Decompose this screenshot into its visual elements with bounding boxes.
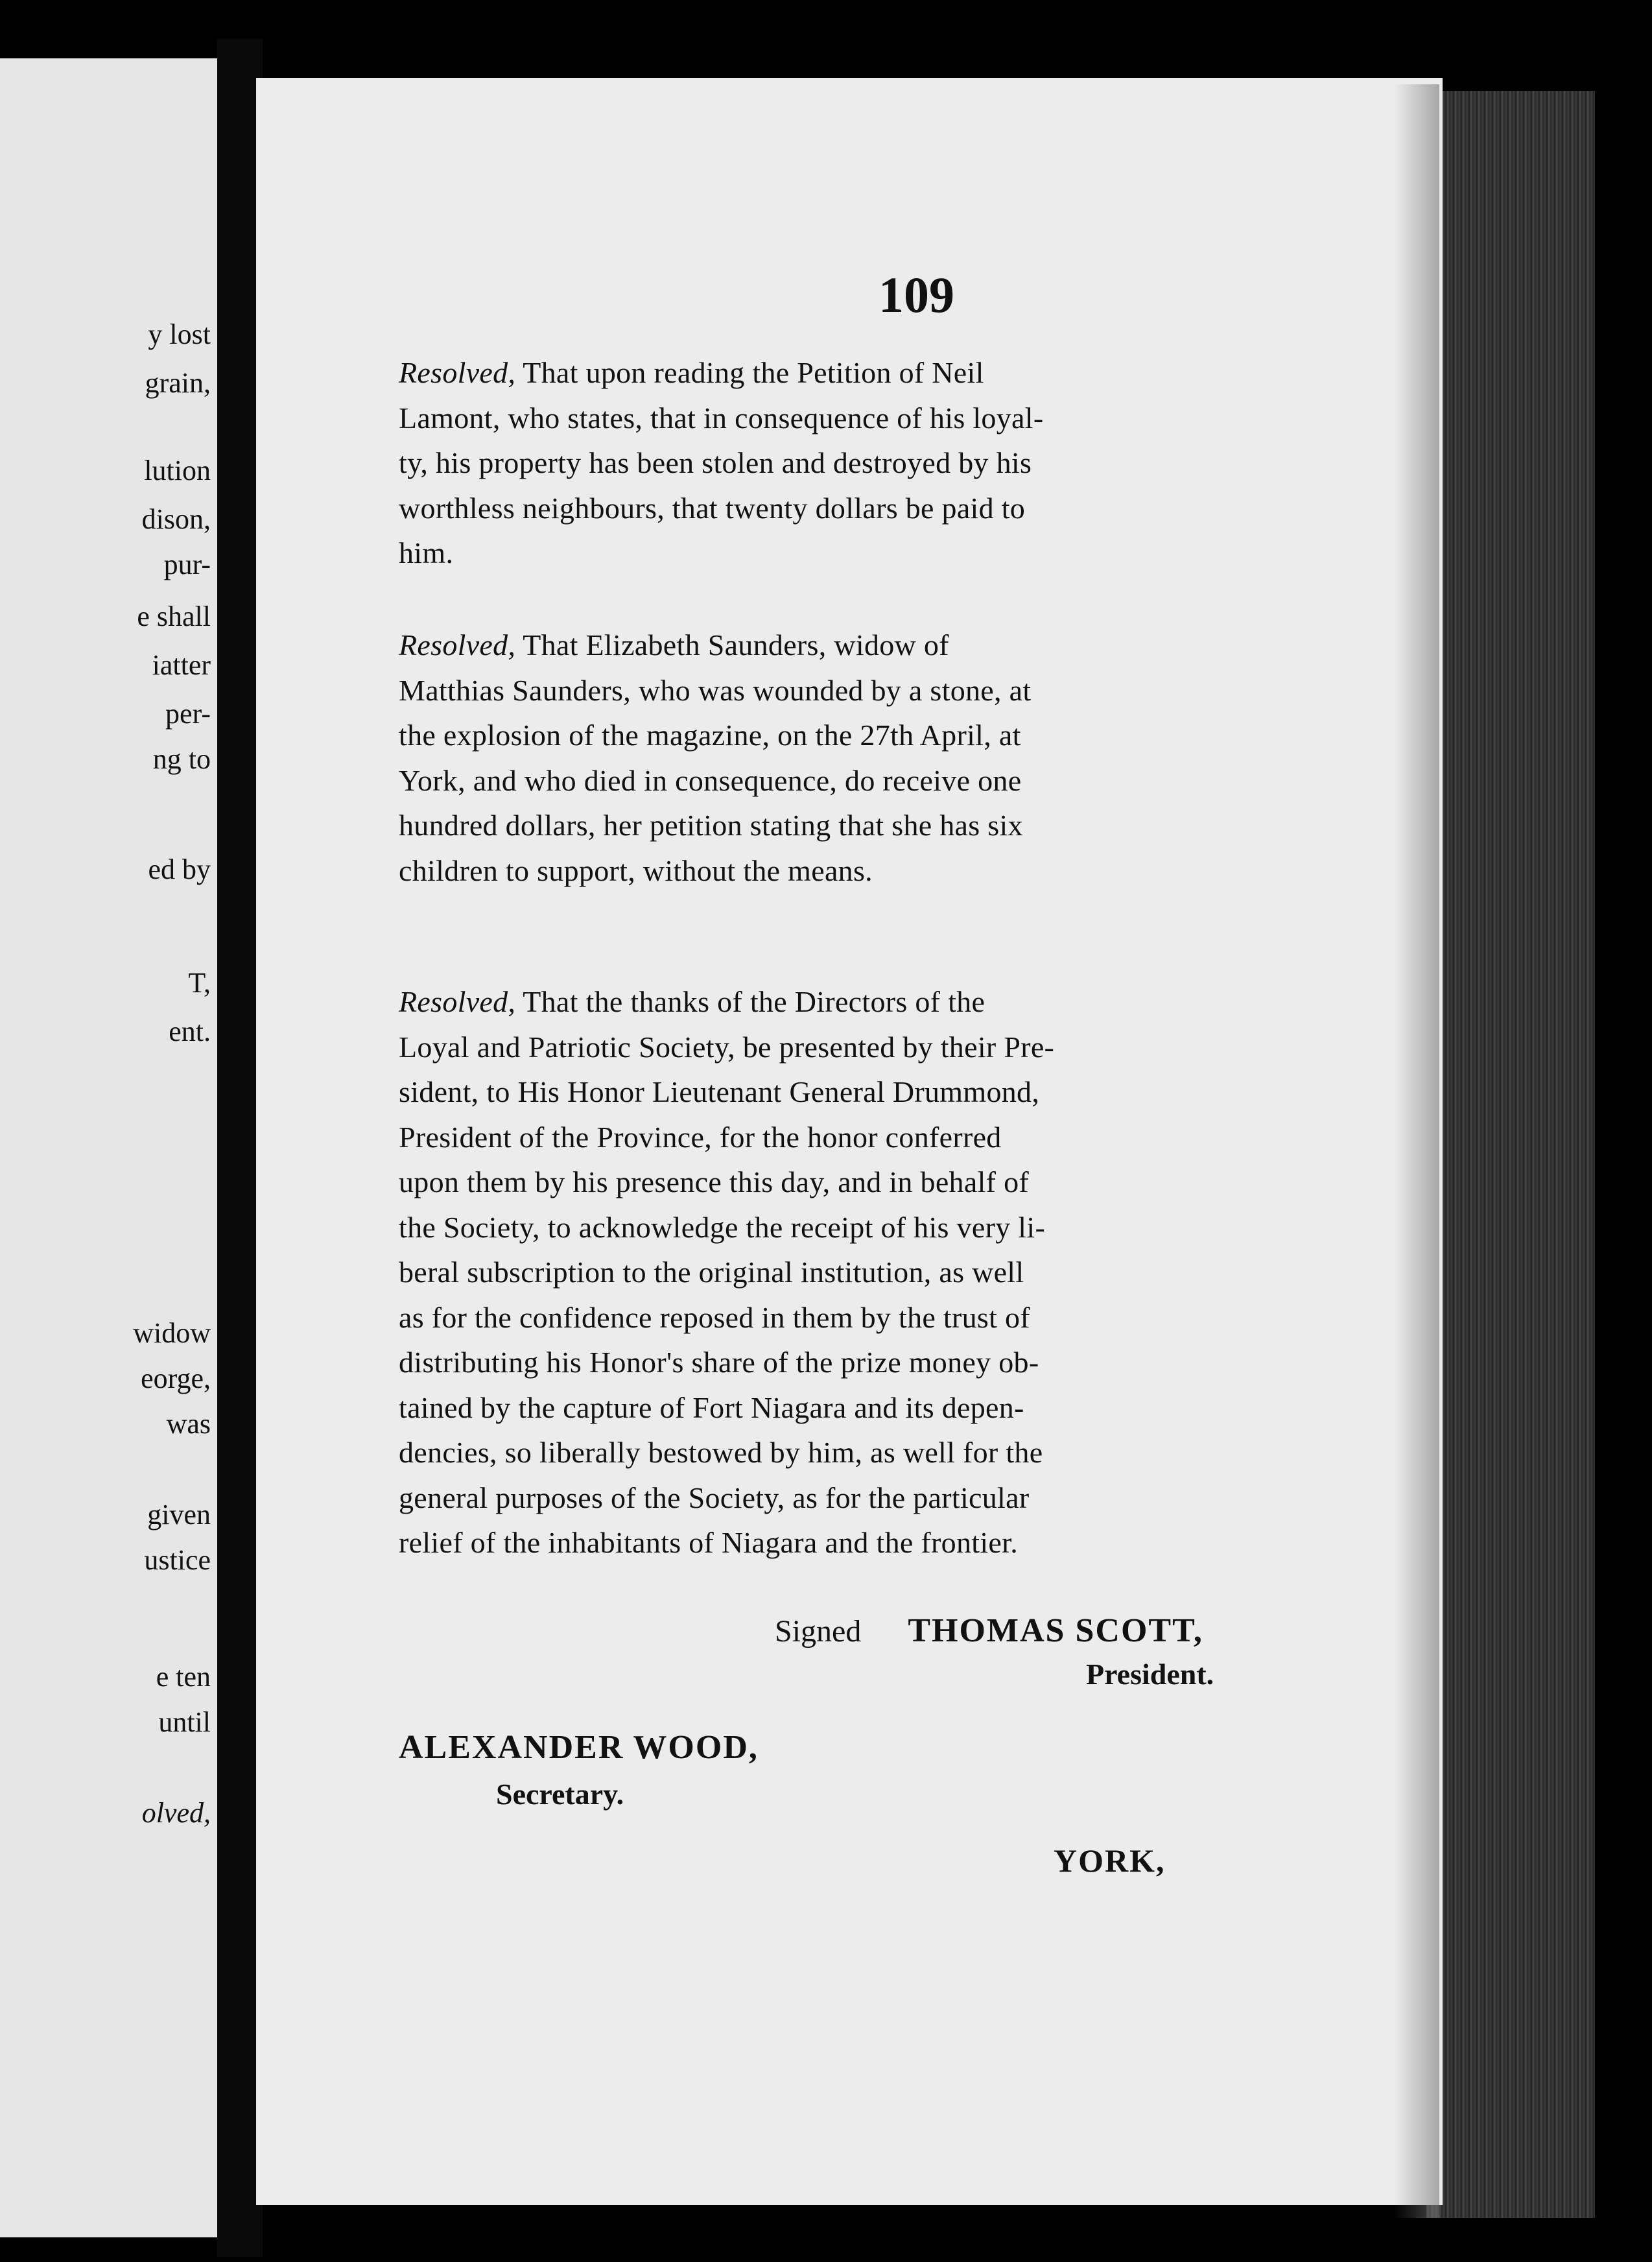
left-page-line-fragment: ng to <box>152 743 211 775</box>
left-page-line-fragment: e ten <box>156 1661 211 1693</box>
left-page-line-fragment: lution <box>144 455 211 486</box>
paragraph-line: relief of the inhabitants of Niagara and the frontier. <box>399 1526 1018 1559</box>
resolved-label: Resolved, <box>399 985 516 1018</box>
left-page-line-fragment: dison, <box>141 503 211 535</box>
paragraph-line: Matthias Saunders, who was wounded by a stone, at <box>399 673 1032 707</box>
paragraph-line: sident, to His Honor Lieutenant General Drummond, <box>399 1075 1040 1108</box>
paragraph-line: dencies, so liberally bestowed by him, as well for the <box>399 1436 1043 1469</box>
left-page-line-fragment: ent. <box>169 1016 211 1047</box>
catchword: YORK, <box>1054 1842 1166 1879</box>
paragraph-thanks <box>399 979 1177 1566</box>
left-page-line-fragment: grain, <box>145 367 211 399</box>
paragraph-line: ty, his property has been stolen and destroyed by his <box>399 446 1032 479</box>
right-page <box>256 78 1443 2205</box>
paragraph-line: hundred dollars, her petition stating that she has six <box>399 809 1023 842</box>
left-page-line-fragment: ed by <box>148 853 211 885</box>
left-page-line-fragment: per- <box>165 698 211 730</box>
paragraph-lamont <box>399 350 1177 576</box>
left-page-line-fragment: T, <box>188 967 211 999</box>
secretary-title: Secretary. <box>496 1778 624 1811</box>
left-facing-page <box>0 58 217 2237</box>
left-page-line-fragment: was <box>166 1408 211 1440</box>
page-edges <box>1426 91 1595 2218</box>
paragraph-line: as for the confidence reposed in them by the trust of <box>399 1300 1030 1334</box>
left-page-line-fragment: y lost <box>148 318 211 350</box>
left-page-line-fragment: pur- <box>163 549 211 580</box>
paragraph-line: President of the Province, for the honor conferred <box>399 1120 1002 1154</box>
president-title: President. <box>1086 1658 1214 1691</box>
left-page-line-fragment: given <box>147 1499 211 1530</box>
left-page-line-fragment: until <box>158 1706 211 1738</box>
paragraph-line: the Society, to acknowledge the receipt of his very li- <box>399 1210 1046 1244</box>
left-page-line-fragment: iatter <box>152 649 211 681</box>
secretary-name: ALEXANDER WOOD, <box>399 1729 759 1766</box>
paragraph-line: the explosion of the magazine, on the 27th April, at <box>399 719 1021 752</box>
paragraph-line: That upon reading the Petition of Neil <box>523 356 984 389</box>
resolved-label: Resolved, <box>399 628 516 661</box>
left-page-line-fragment: ustice <box>144 1544 211 1576</box>
resolved-label: Resolved, <box>399 356 516 389</box>
left-page-line-fragment: olved, <box>141 1797 211 1829</box>
paragraph-line: upon them by his presence this day, and in behalf of <box>399 1165 1029 1198</box>
signed-label: Signed <box>775 1614 862 1649</box>
paragraph-line: worthless neighbours, that twenty dollars be paid to <box>399 491 1026 525</box>
paragraph-line: That Elizabeth Saunders, widow of <box>523 628 949 661</box>
paragraph-line: general purposes of the Society, as for the particular <box>399 1481 1030 1514</box>
paragraph-line: tained by the capture of Fort Niagara and its depen- <box>399 1390 1024 1424</box>
paragraph-line: That the thanks of the Directors of the <box>523 985 985 1018</box>
left-page-line-fragment: e shall <box>137 601 211 632</box>
paragraph-saunders <box>399 623 1177 893</box>
left-page-line-fragment: widow <box>133 1317 211 1349</box>
paragraph-line: beral subscription to the original institution, as well <box>399 1256 1024 1289</box>
paragraph-line: children to support, without the means. <box>399 853 873 887</box>
paragraph-line: Lamont, who states, that in consequence of his loyal- <box>399 401 1044 435</box>
paragraph-line: distributing his Honor's share of the prize money ob- <box>399 1346 1039 1379</box>
page-edge-shadow <box>1394 84 1439 2218</box>
paragraph-line: York, and who died in consequence, do receive one <box>399 763 1022 797</box>
president-name: THOMAS SCOTT, <box>908 1612 1203 1649</box>
left-page-line-fragment: eorge, <box>141 1363 211 1394</box>
page-number: 109 <box>879 267 954 323</box>
signature-line <box>775 1612 1203 1650</box>
paragraph-line: Loyal and Patriotic Society, be presented by their Pre- <box>399 1030 1055 1064</box>
paragraph-line: him. <box>399 536 454 569</box>
